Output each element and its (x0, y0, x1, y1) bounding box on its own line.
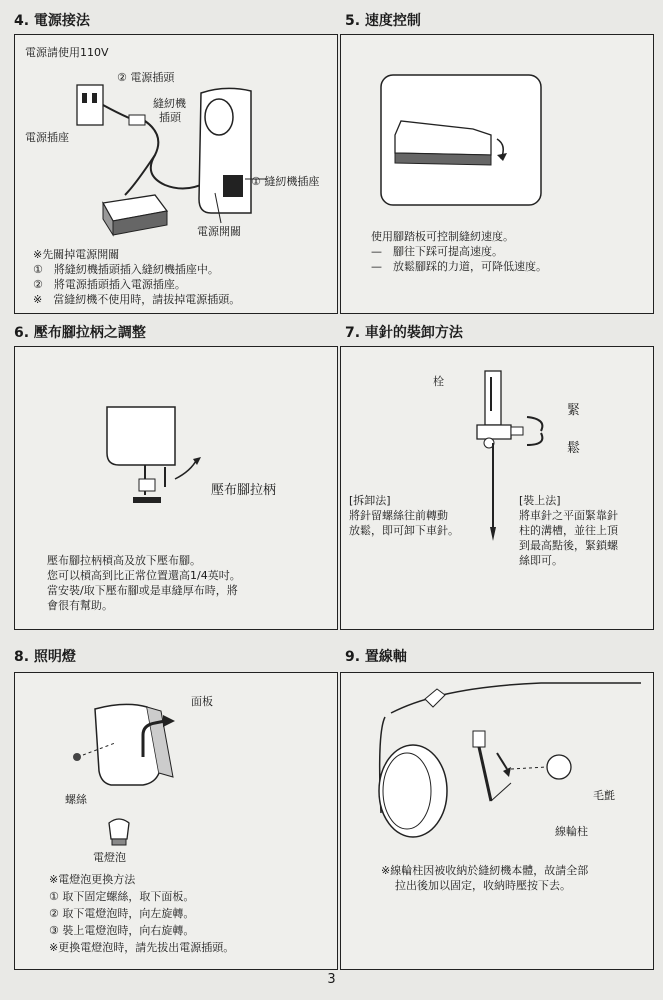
method-line: 絲即可。 (519, 554, 563, 567)
instruction-line: — 腳往下踩可提高速度。 (371, 245, 503, 258)
needle-install-method (519, 493, 618, 568)
label-screw: 螺絲 (65, 793, 87, 806)
section-5-instructions (371, 229, 547, 274)
section-4-title: 4. 電源接法 (14, 13, 90, 29)
instruction-line: 您可以槓高到比正常位置還高1/4英吋。 (47, 569, 241, 582)
section-9-note (381, 863, 588, 893)
instruction-line: ※更換電燈泡時，請先拔出電源插頭。 (49, 941, 235, 954)
method-line: 將針留螺絲往前轉動 (349, 509, 448, 522)
instruction-line: 會很有幫助。 (47, 599, 113, 612)
method-line: 放鬆，即可卸下車針。 (349, 524, 459, 537)
power-voltage-note: 電源請使用110V (25, 46, 109, 59)
section-8-instructions (49, 871, 234, 956)
note-line: 拉出後加以固定，收納時壓按下去。 (395, 879, 571, 892)
section-9-title: 9. 置線軸 (345, 649, 407, 665)
note-line: ※線輪柱因被收納於縫紉機本體，故請全部 (381, 864, 589, 877)
section-6-title: 6. 壓布腳拉柄之調整 (14, 325, 146, 341)
spool-pin-illustration (341, 673, 653, 969)
section-6-instructions (47, 553, 241, 613)
section-5-box (340, 34, 654, 314)
section-7-box (340, 346, 654, 630)
label-machine-plug-1: 縫紉機 (153, 97, 186, 110)
label-felt-pad: 毛氈 (593, 789, 615, 802)
instruction-line: ② 將電源插頭插入電源插座。 (33, 278, 186, 291)
section-6-box (14, 346, 338, 630)
instruction-line: 使用腳踏板可控制縫紉速度。 (371, 230, 514, 243)
section-4-box (14, 34, 338, 314)
instruction-line: ※先關掉電源開關 (33, 248, 120, 261)
instruction-line: ② 取下電燈泡時，向左旋轉。 (49, 907, 195, 920)
label-power-outlet: 電源插座 (25, 131, 69, 144)
label-tighten: 緊 (567, 403, 581, 418)
instruction-line: ① 將縫紉機插頭插入縫紉機插座中。 (33, 263, 219, 276)
method-line: 柱的溝槽，並往上頂 (519, 524, 618, 537)
section-7-title: 7. 車針的裝卸方法 (345, 325, 463, 341)
section-5-title: 5. 速度控制 (345, 13, 421, 29)
instruction-line: ① 取下固定螺絲，取下面板。 (49, 890, 195, 903)
label-loosen: 鬆 (567, 441, 581, 456)
instruction-line: 當安裝/取下壓布腳或是車縫厚布時，將 (47, 584, 238, 597)
label-spool-pin: 線輪柱 (555, 825, 588, 838)
method-line: [拆卸法] (349, 494, 391, 507)
section-4-instructions (33, 247, 240, 307)
label-machine-plug-2: 插頭 (159, 111, 181, 124)
needle-remove-method (349, 493, 459, 538)
instruction-line: ③ 裝上電燈泡時，向右旋轉。 (49, 924, 195, 937)
method-line: 到最高點後，緊鎖螺 (519, 539, 618, 552)
label-machine-socket: ① 縫紉機插座 (251, 175, 320, 188)
section-8-box (14, 672, 338, 970)
label-power-switch: 電源開關 (197, 225, 241, 238)
instruction-line: ※電燈泡更換方法 (49, 873, 136, 886)
instruction-line: ※ 當縫紉機不使用時，請拔掉電源插頭。 (33, 293, 241, 306)
label-presser-lever: 壓布腳拉柄 (211, 483, 277, 498)
section-9-box (340, 672, 654, 970)
section-8-title: 8. 照明燈 (14, 649, 76, 665)
label-light-bulb: 電燈泡 (93, 851, 126, 864)
method-line: [裝上法] (519, 494, 561, 507)
page-number: 3 (327, 972, 336, 987)
label-power-plug: ② 電源插頭 (117, 71, 175, 84)
instruction-line: 壓布腳拉柄槓高及放下壓布腳。 (47, 554, 201, 567)
label-face-panel: 面板 (191, 695, 213, 708)
instruction-line: — 放鬆腳踩的力道，可降低速度。 (371, 260, 547, 273)
method-line: 將車針之平面緊靠針 (519, 509, 618, 522)
needle-illustration (341, 347, 653, 629)
label-clamp-bolt: 栓 (433, 375, 444, 388)
